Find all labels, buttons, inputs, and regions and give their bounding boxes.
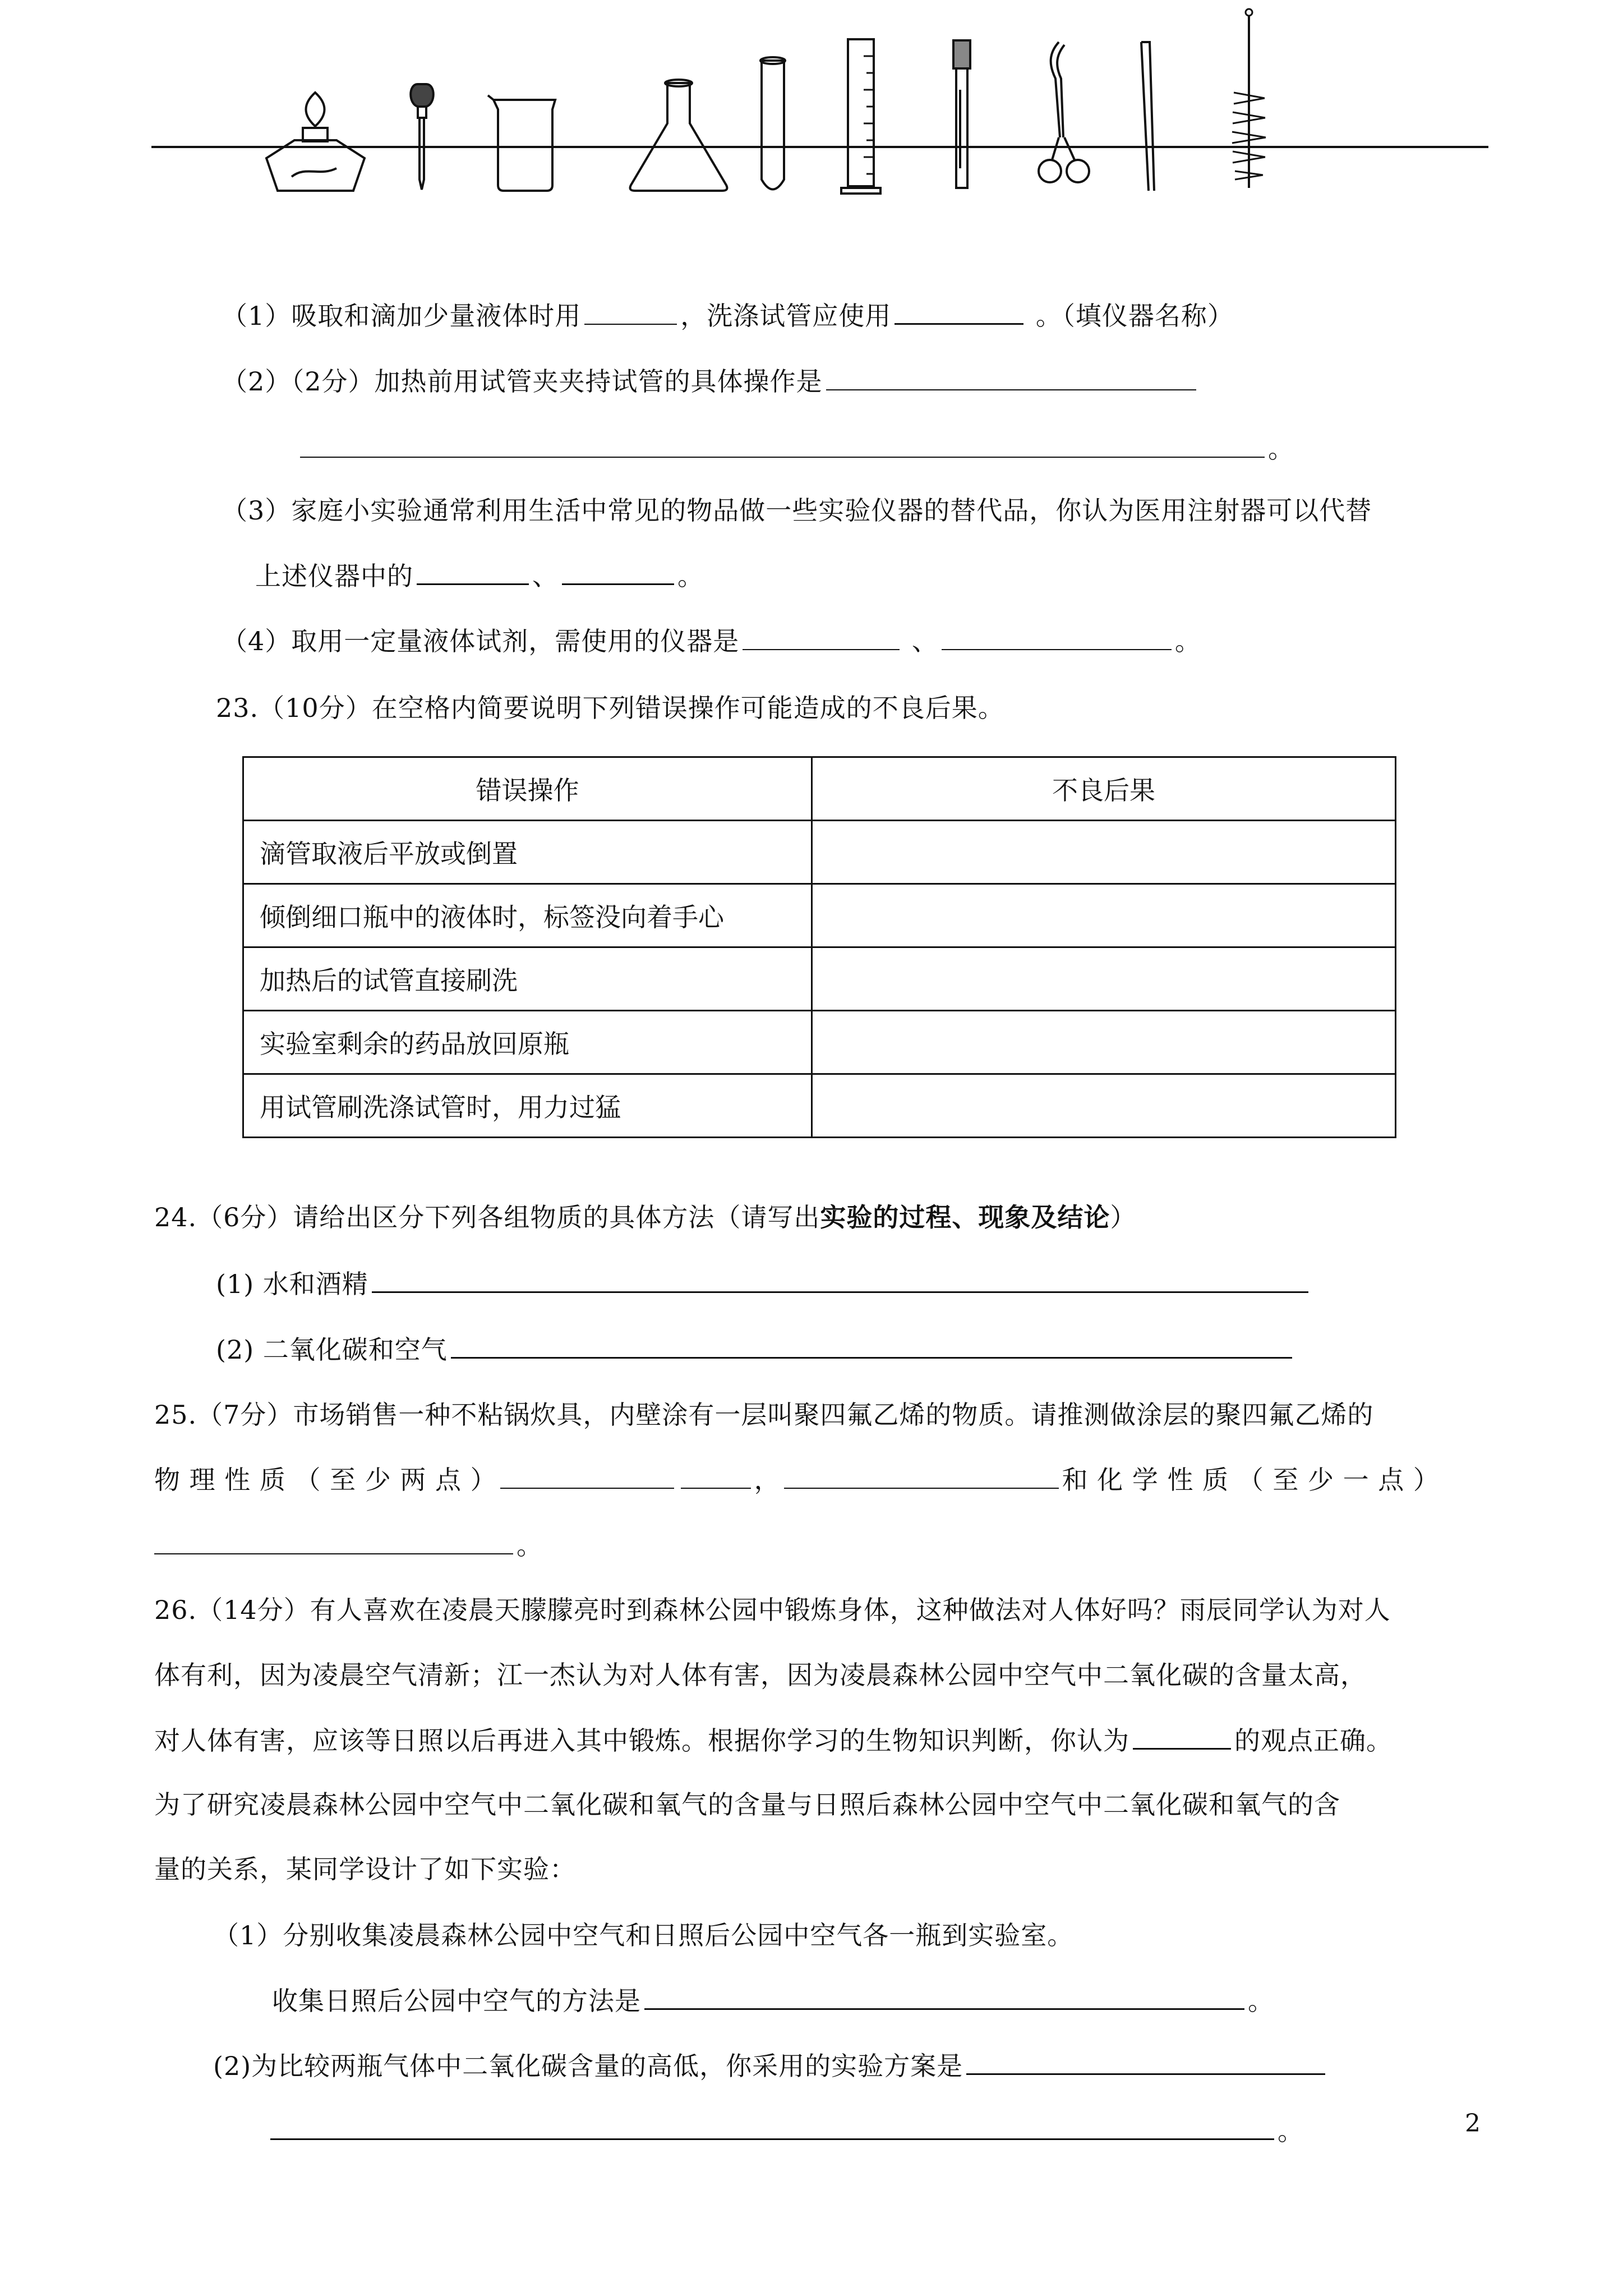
q24-item2-label: (2) 二氧化碳和空气 (216, 1335, 448, 1365)
answer-blank[interactable] (500, 1463, 674, 1489)
q26-step1-sub-text: 收集日照后公园中空气的方法是 (272, 1986, 641, 2016)
q22-p3-line2 (255, 559, 704, 593)
q25-line2-text-a: 物 理 性 质 （ 至 少 两 点 ） (154, 1465, 497, 1495)
q22-p4-end: 。 (1174, 626, 1201, 656)
q26-step2-end: 。 (1278, 2116, 1304, 2146)
answer-blank[interactable] (784, 1463, 1059, 1489)
q25-line3 (154, 1529, 543, 1562)
answer-blank[interactable] (826, 365, 1196, 390)
table-row (243, 884, 1396, 947)
q22-p1 (222, 298, 1234, 333)
q26-step2-text: (2)为比较两瓶气体中二氧化碳含量的高低，你采用的实验方案是 (213, 2051, 963, 2081)
test-tube-icon (760, 57, 785, 190)
q26-step1-end: 。 (1248, 1986, 1274, 2016)
q22-p2 (222, 365, 1200, 398)
consequence-answer-cell[interactable] (812, 1011, 1396, 1074)
table-row (243, 947, 1396, 1011)
answer-blank[interactable] (966, 2049, 1325, 2075)
q25-line2 (154, 1463, 1440, 1497)
error-consequence-table (242, 756, 1396, 1138)
q25-line1: 25.（7分）市场销售一种不粘锅炊具，内壁涂有一层叫聚四氟乙烯的物质。请推测做涂层的聚四氟乙烯的 (154, 1400, 1374, 1430)
q22-p3-sep: 、 (532, 561, 559, 591)
q24-title-bold: 实验的过程、现象及结论 (820, 1202, 1110, 1232)
q22-p4-text: （4）取用一定量液体试剂，需使用的仪器是 (222, 626, 740, 656)
measuring-cylinder-icon (841, 39, 880, 194)
operation-cell: 倾倒细口瓶中的液体时，标签没向着手心 (243, 884, 812, 947)
q24-item1-label: (1) 水和酒精 (216, 1269, 368, 1299)
q25-line2-comma: ， (754, 1465, 781, 1495)
operation-cell: 实验室剩余的药品放回原瓶 (243, 1011, 812, 1074)
answer-blank[interactable] (270, 2114, 1274, 2140)
alcohol-lamp-icon (266, 93, 365, 191)
q22-p2-text: （2）（2分）加热前用试管夹夹持试管的具体操作是 (222, 366, 823, 397)
table-row (243, 821, 1396, 884)
q22-p4 (222, 624, 1201, 658)
lab-equipment-header (0, 0, 1623, 202)
test-tube-clamp-icon (953, 40, 970, 188)
q22-p3-end: 。 (677, 561, 704, 591)
answer-blank[interactable] (895, 298, 1023, 325)
answer-blank[interactable] (644, 1984, 1244, 2010)
q23-title: 23.（10分）在空格内简要说明下列错误操作可能造成的不良后果。 (216, 693, 1004, 723)
q22-p1-text-b: ，洗涤试管应使用 (680, 301, 892, 331)
q26-line1: 26.（14分）有人喜欢在凌晨天朦朦亮时到森林公园中锻炼身体，这种做法对人体好吗？雨辰同学认为对人 (154, 1595, 1391, 1625)
q22-p4-sep: 、 (903, 626, 938, 656)
beaker-icon (488, 95, 555, 191)
operation-cell: 滴管取液后平放或倒置 (243, 821, 812, 884)
q26-line2: 体有利，因为凌晨空气清新；江一杰认为对人体有害，因为凌晨森林公园中空气中二氧化碳的含量太高， (154, 1660, 1367, 1690)
answer-blank[interactable] (451, 1332, 1292, 1359)
q24-title (154, 1200, 1136, 1234)
q22-p2-continuation (300, 432, 1294, 466)
q26-line5: 量的关系，某同学设计了如下实验： (154, 1854, 576, 1884)
tweezers-icon (1141, 42, 1154, 191)
page-number: 2 (1465, 2109, 1481, 2138)
crucible-tongs-icon (1039, 42, 1089, 182)
table-row (243, 1074, 1396, 1138)
test-tube-brush-icon (1232, 9, 1266, 188)
dropper-icon (411, 84, 434, 190)
answer-blank[interactable] (372, 1267, 1308, 1293)
answer-blank[interactable] (562, 559, 674, 585)
q26-line3 (154, 1723, 1393, 1757)
consequence-answer-cell[interactable] (812, 884, 1396, 947)
answer-blank[interactable] (154, 1529, 513, 1554)
consequence-answer-cell[interactable] (812, 821, 1396, 884)
q26-step1: （1）分别收集凌晨森林公园中空气和日照后公园中空气各一瓶到实验室。 (213, 1920, 1074, 1950)
q25-line3-end: 。 (517, 1530, 543, 1561)
q26-step1-sub (272, 1984, 1274, 2018)
answer-blank[interactable] (681, 1463, 751, 1489)
consequence-answer-cell[interactable] (812, 1074, 1396, 1138)
q26-step2 (213, 2049, 1329, 2083)
answer-blank[interactable] (417, 559, 529, 585)
q25-line2-text-c: 和 化 学 性 质 （ 至 少 一 点 ） (1062, 1465, 1440, 1495)
header-wrong-operation: 错误操作 (243, 757, 812, 821)
answer-blank[interactable] (1133, 1723, 1231, 1750)
q22-p1-text-c: 。（填仪器名称） (1027, 301, 1234, 331)
q26-line4: 为了研究凌晨森林公园中空气中二氧化碳和氧气的含量与日照后森林公园中空气中二氧化碳和氧气的含 (154, 1789, 1340, 1820)
table-row (243, 1011, 1396, 1074)
operation-cell: 加热后的试管直接刷洗 (243, 947, 812, 1011)
conical-flask-icon (630, 80, 727, 191)
consequence-answer-cell[interactable] (812, 947, 1396, 1011)
q24-item1 (216, 1267, 1312, 1301)
answer-blank[interactable] (300, 432, 1265, 458)
q22-p1-text-a: （1）吸取和滴加少量液体时用 (222, 301, 582, 331)
q22-p3-line2-text: 上述仪器中的 (255, 561, 413, 591)
table-header-row (243, 757, 1396, 821)
answer-blank[interactable] (743, 624, 900, 650)
answer-blank[interactable] (942, 624, 1172, 650)
q22-p2-end: 。 (1268, 434, 1294, 464)
q26-step2-continuation (270, 2114, 1304, 2148)
q24-item2 (216, 1332, 1295, 1366)
q24-title-end: ） (1110, 1202, 1137, 1232)
operation-cell: 用试管刷洗涤试管时，用力过猛 (243, 1074, 812, 1138)
q22-p3-line1: （3）家庭小实验通常利用生活中常见的物品做一些实验仪器的替代品，你认为医用注射器可以代替 (222, 495, 1372, 526)
q26-line3-text: 对人体有害，应该等日照以后再进入其中锻炼。根据你学习的生物知识判断，你认为 (154, 1726, 1129, 1756)
q26-line3-end: 的观点正确。 (1234, 1726, 1393, 1756)
q24-title-text: 24.（6分）请给出区分下列各组物质的具体方法（请写出 (154, 1202, 820, 1232)
header-bad-consequence: 不良后果 (812, 757, 1396, 821)
answer-blank[interactable] (584, 299, 677, 325)
